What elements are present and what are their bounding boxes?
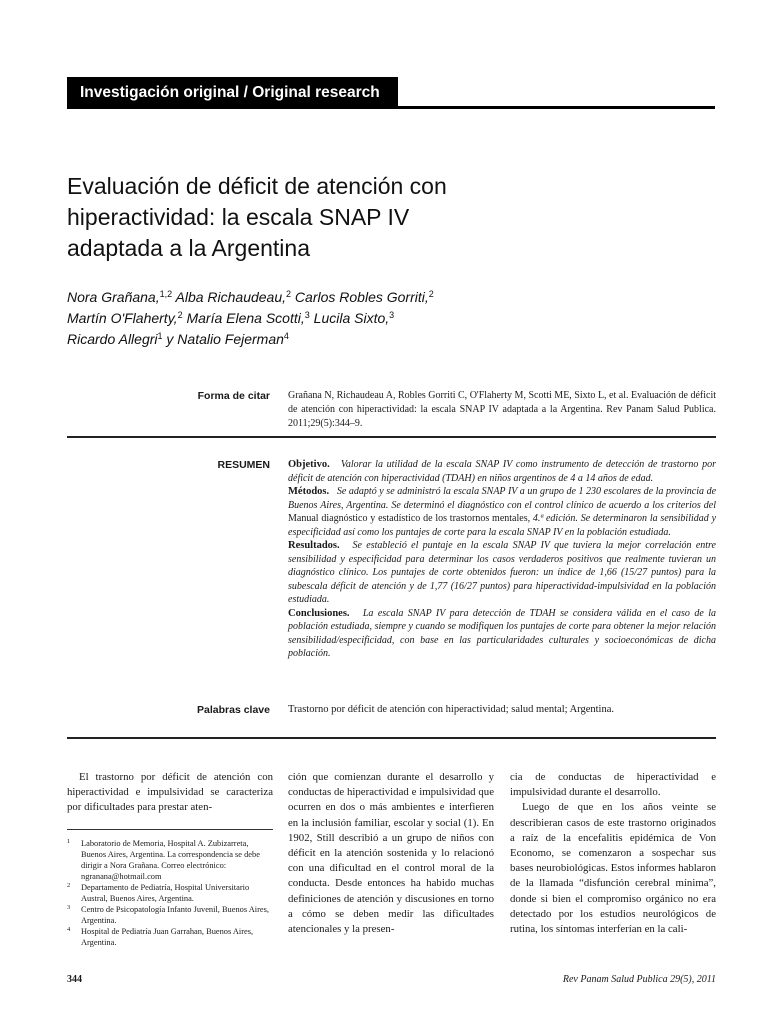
title-line: hiperactividad: la escala SNAP IV bbox=[67, 204, 410, 230]
footnote-number: 3 bbox=[67, 904, 71, 911]
title-line: adaptada a la Argentina bbox=[67, 235, 310, 261]
article-title bbox=[67, 171, 687, 264]
author-name: Martín O'Flaherty, bbox=[67, 310, 178, 326]
abstract-objetivo bbox=[288, 458, 716, 485]
author-list bbox=[67, 287, 717, 350]
abstract-resultados bbox=[288, 539, 716, 607]
author-name: Alba Richaudeau, bbox=[172, 289, 287, 305]
affiliation-marker: 2 bbox=[428, 289, 434, 299]
body-column-1: El trastorno por déficit de atención con hiperactividad e impulsividad se caracteriza por dificultades para prestar aten- bbox=[67, 771, 273, 814]
abstract-label: RESUMEN bbox=[217, 459, 270, 471]
body-column-2: ción que comienzan durante el desarrollo y conductas de hiperactividad e impulsividad que ocurren en dos o más ambientes e interfieren en la inclusión familiar, escolar y social (1). En 1902, Still describió a un grupo de niños con déficit en la atención sostenida y lo relacionó con una dificultad en el control moral de la conducta. Desde entonces ha habido muchas definiciones de atención y discusiones en torno a cómo se deben medir las dificultades atencionales y la presen- bbox=[288, 771, 494, 936]
footnote-text: Departamento de Pediatría, Hospital Universitario Austral, Buenos Aires, Argentina. bbox=[81, 883, 250, 903]
footnote-number: 1 bbox=[67, 838, 71, 845]
abstract-conclusiones bbox=[288, 607, 716, 661]
footnote-text: Centro de Psicopatología Infanto Juvenil, Buenos Aires, Argentina. bbox=[81, 905, 269, 925]
footnote bbox=[67, 882, 273, 904]
author-line bbox=[67, 308, 717, 329]
affiliation-marker: 2 bbox=[286, 289, 292, 299]
divider bbox=[67, 436, 716, 438]
abstract-text: La escala SNAP IV para detección de TDAH se considera válida en el caso de la población estudiada, siempre y cuando se modifiquen los puntajes de corte para obtener la mejor relación sensibilidad/especificidad, con base en las particularidades culturales y socioeconómicas de dicha población. bbox=[288, 607, 717, 659]
author-name: y Natalio Fejerman bbox=[162, 331, 284, 347]
keywords-text: Trastorno por déficit de atención con hiperactividad; salud mental; Argentina. bbox=[288, 704, 614, 715]
footnote bbox=[67, 926, 273, 948]
author-name: Nora Grañana, bbox=[67, 289, 160, 305]
title-line: Evaluación de déficit de atención con bbox=[67, 173, 447, 199]
author-name: Carlos Robles Gorriti, bbox=[291, 289, 429, 305]
affiliation-marker: 1 bbox=[157, 331, 163, 341]
abstract-text: Se adaptó y se administró la escala SNAP IV a un grupo de 1 230 escolares de la provincia de Buenos Aires, Argentina. Se determinó el diagnóstico con el control clínico de acuerdo a los criterios del bbox=[288, 486, 717, 511]
footnote-text: Laboratorio de Memoria, Hospital A. Zubizarreta, Buenos Aires, Argentina. La correspondencia se debe dirigir a Nora Grañana. Correo electrónico: ngranana@hotmail.com bbox=[81, 839, 260, 881]
paragraph: cia de conductas de hiperactividad e impulsividad durante el desarrollo. bbox=[510, 771, 716, 799]
footnotes bbox=[67, 838, 273, 948]
abstract-heading: Conclusiones. bbox=[288, 607, 350, 619]
paragraph: Luego de que en los años veinte se describieran casos de este trastorno originados a raíz de la encefalitis epidémica de Von Economo, se comenzaron a sospechar sus bases neurobiológicas. Estos informes hablaron de la llamada “disfunción cerebral mínima”, donde si bien el compromiso orgánico no era detectado por los estudios neurológicos de rutina, los síntomas interferían en la cali- bbox=[510, 801, 716, 936]
author-name: Ricardo Allegri bbox=[67, 331, 158, 347]
author-name: Lucila Sixto, bbox=[309, 310, 390, 326]
abstract-heading: Resultados. bbox=[288, 540, 340, 551]
abstract bbox=[288, 458, 716, 661]
footnote-rule bbox=[67, 829, 273, 830]
abstract-text: , 4.ª edición. Se determinaron la sensibilidad y especificidad así como los puntajes de corte para la escala SNAP IV en la población estudiada. bbox=[288, 513, 717, 538]
journal-reference: Rev Panam Salud Publica 29(5), 2011 bbox=[562, 974, 716, 985]
footnote-number: 2 bbox=[67, 882, 71, 889]
abstract-text: Manual diagnóstico y estadístico de los trastornos mentales bbox=[288, 513, 528, 524]
abstract-heading: Métodos. bbox=[288, 486, 330, 497]
footnote-number: 4 bbox=[67, 926, 71, 933]
keywords-label: Palabras clave bbox=[197, 704, 270, 716]
footnote bbox=[67, 904, 273, 926]
author-line bbox=[67, 329, 717, 350]
affiliation-marker: 1,2 bbox=[159, 289, 173, 299]
affiliation-marker: 2 bbox=[177, 310, 183, 320]
abstract-text: Se estableció el puntaje en la escala SNAP IV que tuviera la mejor correlación entre sensibilidad y especificidad para determinar los casos verdaderos positivos que realmente tuvieran un diagnóstico clínico. Los puntajes de corte obtenidos fueron: un índice de 1,66 (15/27 puntos) para la subescala déficit de atención y de 1,77 (16/27 puntos) para hiperactividad-impulsividad en la población estudiada. bbox=[288, 540, 716, 605]
citation-label: Forma de citar bbox=[197, 390, 270, 402]
banner-rule bbox=[398, 106, 715, 109]
abstract-metodos bbox=[288, 485, 716, 539]
affiliation-marker: 4 bbox=[283, 331, 289, 341]
affiliation-marker: 3 bbox=[304, 310, 310, 320]
page-number: 344 bbox=[67, 974, 82, 985]
affiliation-marker: 3 bbox=[389, 310, 395, 320]
author-name: María Elena Scotti, bbox=[182, 310, 305, 326]
citation-text: Grañana N, Richaudeau A, Robles Gorriti C, O'Flaherty M, Scotti ME, Sixto L, et al. Evaluación de déficit de atención con hiperactividad: la escala SNAP IV adaptada a la Argentina. Rev Panam Salud Publica. 2011;29(5):344–9. bbox=[288, 390, 716, 429]
footnote-text: Hospital de Pediatría Juan Garrahan, Buenos Aires, Argentina. bbox=[81, 927, 254, 947]
author-line bbox=[67, 287, 717, 308]
divider bbox=[67, 737, 716, 739]
section-banner: Investigación original / Original research bbox=[67, 77, 398, 109]
abstract-heading: Objetivo. bbox=[288, 459, 330, 470]
abstract-text: Valorar la utilidad de la escala SNAP IV como instrumento de detección de trastorno por déficit de atención con hiperactividad (TDAH) en niños argentinos de 4 a 14 años de edad. bbox=[288, 459, 716, 484]
footnote bbox=[67, 838, 273, 882]
body-column-3 bbox=[510, 770, 716, 937]
